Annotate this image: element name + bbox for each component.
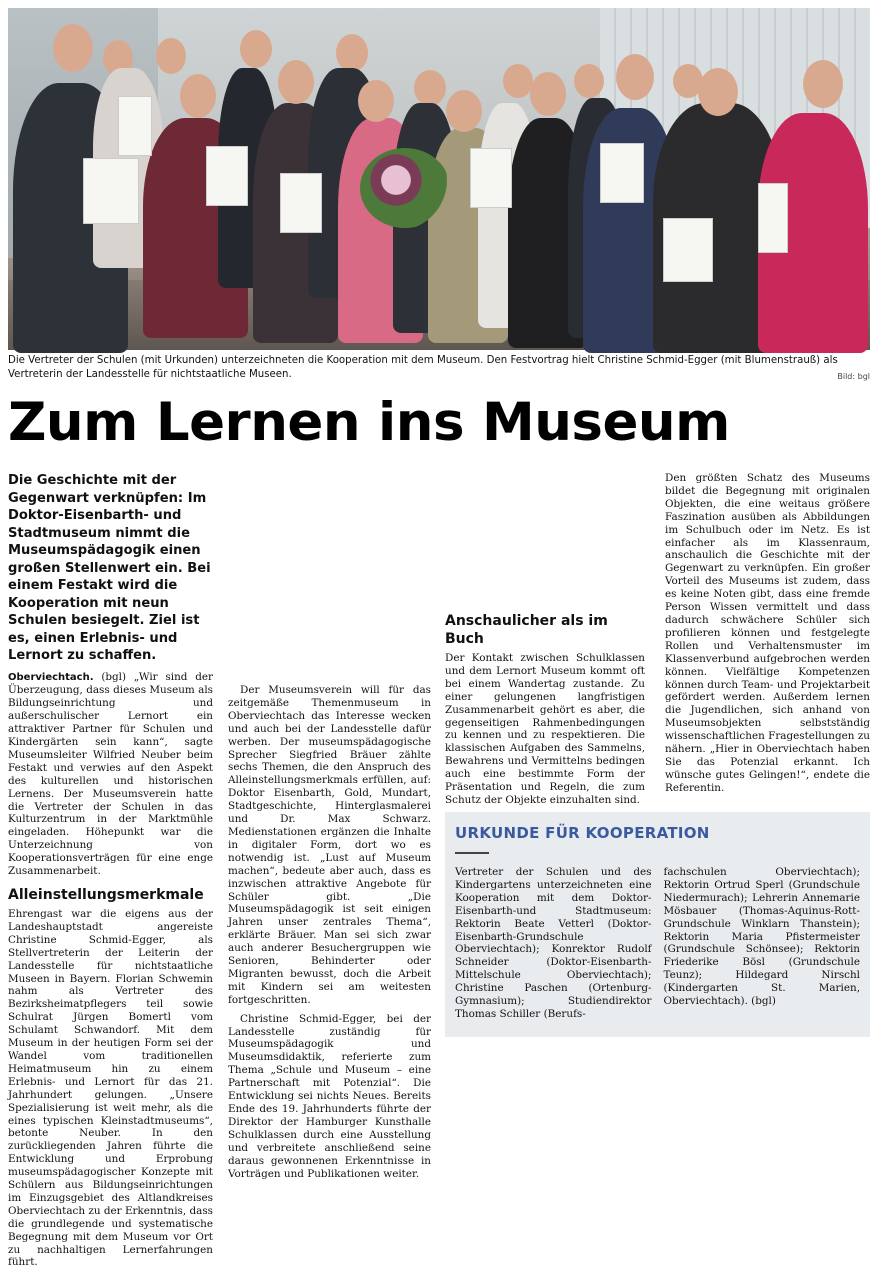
person-head <box>803 60 843 108</box>
paragraph-text: Den größten Schatz des Museums bildet die Begegnung mit originalen Objekten, die eine weitaus größere Faszination ausüben als Abbildungen im Schulbuch oder im Netz. Es ist einfacher als im Klassenraum, anschaulich die Geschichte mit der Gegenwart zu verknüpfen. Ein großer Vorteil des Museums ist zudem, dass es keine Noten gibt, dass eine fremde Person Wissen vermittelt und dass dadurch schwächere Schüler sich profilieren können und festgelegte Rollen und Verhaltensmuster im Klassenverbund aufgebrochen werden können. Vielfältige Kompetenzen können durch Team- und Projektarbeit gefördert werden. Außerdem lernen die Jugendlichen, sich anhand von Museumsobjekten selbstständig wissenschaftlichen Fragestellungen zu nähern. „Hier in Oberviechtach haben Sie das Potenzial erkannt. Ich wünsche gutes Gelingen!“, endete die Referentin. <box>665 472 870 794</box>
dateline: Oberviechtach. <box>8 671 94 683</box>
article-paragraph <box>445 652 645 807</box>
subheading: Anschaulicher als im Buch <box>445 613 608 647</box>
article-paragraph <box>8 908 213 1269</box>
person-head <box>616 54 654 100</box>
info-box-text-left: Vertreter der Schulen und des Kindergartens unterzeichneten eine Kooperation mit dem Doktor-Eisenbarth-und Stadtmuseum: Rektorin Beate Vetterl (Doktor-Eisenbarth-Grundschule Oberviechtach); Konrektor Rudolf Schneider (Doktor-Eisenbarth-Mittelschule Oberviechtach); Christine Paschen (Ortenburg-Gymnasium); Studiendirektor Thomas Schiller (Berufs- <box>455 866 652 1020</box>
article-paragraph <box>228 1013 431 1181</box>
certificate <box>83 158 139 224</box>
info-box <box>445 812 870 1037</box>
article-column-3 <box>445 472 645 807</box>
article-paragraph <box>665 472 870 795</box>
photo-credit: Bild: bgl <box>837 372 870 381</box>
certificate <box>470 148 512 208</box>
certificate <box>663 218 713 282</box>
person-head <box>53 24 93 72</box>
person-head <box>156 38 186 74</box>
person-head <box>358 80 394 122</box>
article-paragraph <box>228 684 431 1007</box>
paragraph-text: Der Museumsverein will für das zeitgemäße Themenmuseum in Oberviechtach das Interesse wecken und auch bei der Landesstelle dafür werben. Der museumspädagogische Sprecher Siegfried Bräuer zählte sechs Themen, die den Anspruch des Alleinstellungsmerkmals erfüllen, auf: Doktor Eisenbarth, Gold, Mundart, Stadtgeschichte, Hinterglasmalerei und Dr. Max Schwarz. Medienstationen ergänzen die Inhalte in digitaler Form, dort wo es notwendig ist. „Lust auf Museum machen“, bedeute aber auch, dass es inzwischen attraktive Angebote für Schüler gibt. „Die Museumspädagogik ist seit einigen Jahren unser zentrales Thema“, erklärte Bräuer. Man sei sich zwar auch anderer Besuchergruppen wie Senioren, Behinderter oder Migranten bewusst, doch die Arbeit mit Kindern sei am weitesten fortgeschritten. <box>228 684 431 1006</box>
article-paragraph <box>8 671 213 879</box>
info-box-text-right: fachschulen Oberviechtach); Rektorin Ortrud Sperl (Grundschule Niedermurach); Lehrerin Annemarie Mösbauer (Thomas-Aquinus-Rott-Grundschule Winklarn Thanstein); Rektorin Maria Pfistermeister (Grundschule Schönsee); Rektorin Friederike Bösl (Grundschule Teunz); Hildegard Nirschl (Kindergarten St. Marien, Oberviechtach). (bgl) <box>663 866 860 1008</box>
article-photo <box>8 8 870 350</box>
certificate <box>758 183 788 253</box>
article-column-2 <box>228 472 431 1180</box>
article-paragraph <box>228 472 431 682</box>
paragraph-text: Ehrengast war die eigens aus der Landeshauptstadt angereiste Christine Schmid-Egger, als Stellvertreterin der Leiterin der Landesstelle für nichtstaatliche Museen in Bayern. Florian Schwemin nahm als Vertreter des Bezirksheimatpflegers teil sowie Schulrat Jürgen Bomertl vom Schulamt Schwandorf. Mit dem Museum in der heutigen Form sei der Wandel vom traditionellen Heimatmuseum hin zu einem Erlebnis- und Lernort für das 21. Jahrhundert gelungen. „Unsere Spezialisierung ist weit mehr, als die eines typischen Kleinstadtmuseums“, betonte Neuber. In den zurückliegenden Jahren führte die Entwicklung und Erprobung museumspädagogischer Konzepte mit Schülern aus Bildungseinrichtungen im Einzugsgebiet des Altlandkreises Oberviechtach zu der Erkenntnis, dass die grundlegende und systematische Begegnung mit dem Museum vor Ort zu nachhaltigen Lernerfahrungen führt. <box>8 908 213 1269</box>
person-head <box>336 34 368 72</box>
person-head <box>446 90 482 132</box>
flower-bouquet <box>360 148 450 228</box>
divider <box>455 852 489 854</box>
info-box-title: URKUNDE FÜR KOOPERATION <box>455 824 710 842</box>
person-head <box>574 64 604 98</box>
certificate <box>118 96 152 156</box>
info-box-columns <box>455 866 860 1021</box>
headline: Zum Lernen ins Museum <box>8 392 730 453</box>
person-head <box>180 74 216 118</box>
article-column-4 <box>665 472 870 795</box>
subheading: Alleinstellungsmerkmale <box>8 887 204 903</box>
person-head <box>698 68 738 116</box>
paragraph-text: (bgl) „Wir sind der Überzeugung, dass dieses Museum als Bildungseinrichtung und außerschulischer Lernort ein attraktiver Partner für Schulen und Kindergärten sein kann“, sagte Museumsleiter Wilfried Neuber beim Festakt und verwies auf den Aspekt des kulturellen und historischen Lernens. Der Museumsverein hatte die Vertreter der Schulen in das Kulturzentrum in der Marktmühle eingeladen. Höhepunkt war die Unterzeichnung von Kooperationsverträgen für eine enge Zusammenarbeit. <box>8 670 213 878</box>
person-head <box>278 60 314 104</box>
certificate <box>280 173 322 233</box>
certificate <box>600 143 644 203</box>
lead-paragraph: Die Geschichte mit der Gegenwart verknüpfen: Im Doktor-Eisenbarth- und Stadtmuseum nimmt die Museumspädagogik einen großen Stellenwert ein. Bei einem Festakt wird die Kooperation mit neun Schulen besiegelt. Ziel ist es, einen Erlebnis- und Lernort zu schaffen. <box>8 473 211 663</box>
photo-caption: Die Vertreter der Schulen (mit Urkunden) unterzeichneten die Kooperation mit dem Museum. Den Festvortrag hielt Christine Schmid-Egger (mit Blumenstrauß) als Vertreterin der Landesstelle für nichtstaatliche Museen. <box>8 355 838 380</box>
person-head <box>503 64 533 98</box>
person-head <box>414 70 446 106</box>
paragraph-text: Der Kontakt zwischen Schulklassen und dem Lernort Museum kommt oft bei einem Wandertag zustande. Zu einer gelungenen langfristigen Zusammenarbeit gehört es aber, die gegenseitigen Rahmenbedingungen zu kennen und zu respektieren. Die klassischen Aufgaben des Sammelns, Bewahrens und Vermittelns bedingen auch eine bestimmte Form der Präsentation und Regeln, die zum Schutz der Objekte einzuhalten sind. <box>445 652 645 806</box>
paragraph-text: Christine Schmid-Egger, bei der Landesstelle zuständig für Museumspädagogik und Museumsdidaktik, referierte zum Thema „Schule und Museum – eine Partnerschaft mit Potenzial“. Die Entwicklung sei nichts Neues. Bereits Ende des 19. Jahrhunderts führte der Direktor der Hamburger Kunsthalle Schulklassen durch eine Ausstellung und verbreitete anschließend seine daraus gewonnenen Erkenntnisse in Vorträgen und Publikationen weiter. <box>228 1012 431 1180</box>
certificate <box>206 146 248 206</box>
person-head <box>530 72 566 116</box>
person-head <box>240 30 272 68</box>
article-column-1 <box>8 472 213 1269</box>
